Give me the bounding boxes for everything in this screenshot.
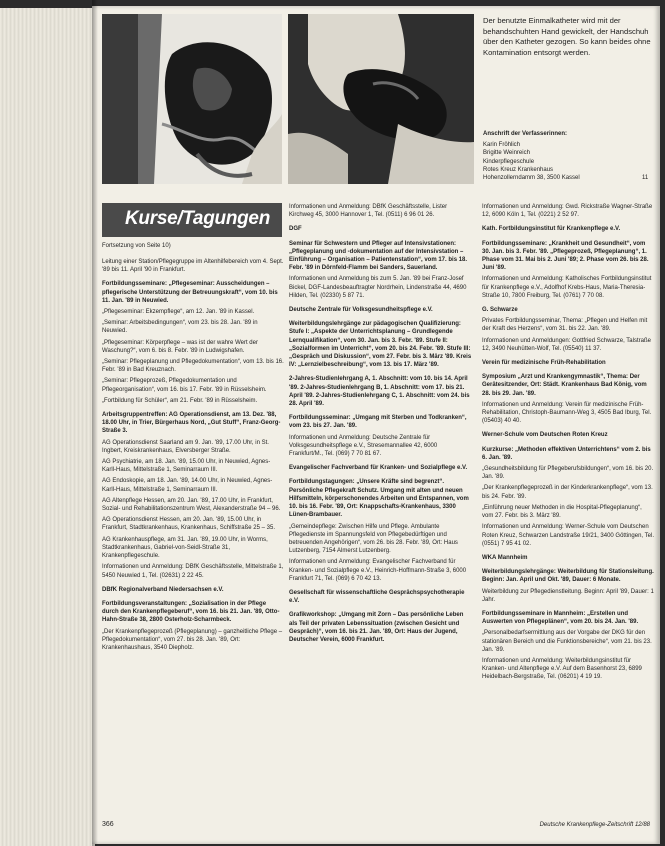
article-paragraph [482, 588, 654, 604]
paragraph-text: Informationen und Anmeldung: Deutsche Zentrale für Volksgesundheitspflege e.V., Stresemannallee 42, 6000 Frankfurt/M., Tel. (069) 7 70 81 67. [289, 434, 438, 458]
paragraph-text: „Der Krankenpflegeprozeß (Pflegeplanung) – ganzheitliche Pflege – Pflegedokumentation“, vom 27. bis 28. Jan. '89, Ort: Krankenhaushaus, 3540 Diepholz. [102, 628, 283, 651]
paragraph-text: Weiterbildung für Stationsleitung. Beginn: Jan. April und Okt. '89, Dauer: 6 Monate. [482, 569, 654, 584]
paragraph-text: Informationen und Anmeldung: DBfK Geschäftsstelle, Mittelstraße 1, 5450 Neuwied 1, Tel. (02631) 2 22 45. [102, 564, 284, 579]
article-paragraph [482, 337, 654, 353]
paragraph-text: „Pflegeseminar: Ausscheidungen – pflegerische Unterstützung der Betreuungskraft“, vom 10. bis 11. Jan. '89 in Neuwied. [102, 281, 278, 304]
article-paragraph [482, 446, 654, 462]
author-line: Hohenzollerndamm 38, 3500 Kassel [483, 175, 580, 182]
article-paragraph [289, 414, 472, 430]
paragraph-text: Informationen und Anmeldung: Evangelischer Fachverband für Kranken- und Sozialpflege e.V., Heinrich-Hoffmann-Straße 3, 6000 Frankfurt 71, Tel. (069) 6 70 42 13. [289, 559, 467, 582]
page-stack-edge [0, 8, 95, 846]
paragraph-text: „Sozialisation in der Pflege durch den Krankenpflegeberuf“, vom 16. bis 21. Jan. '89, Otto-Hahn-Straße 38, 2800 Osterholz-Scharmbeck. [102, 600, 280, 624]
article-paragraph [102, 536, 284, 561]
author-line: Brigitte Weinreich [483, 150, 530, 157]
paragraph-heading: Symposium [482, 374, 517, 381]
article-paragraph [482, 225, 654, 233]
article-paragraph [102, 516, 284, 532]
paragraph-text: vom 10. bis 14. April '89. 2-Jahres-Studienlehrgang B, 1. Abschnitt: vom 17. bis 21. April '89. 2-Jahres-Studienlehrgang C, 1. Abschnitt: vom 24. bis 28. April '89. [289, 376, 470, 408]
paragraph-heading: Deutsche Zentrale für Volksgesundheitspflege e.V. [289, 307, 433, 314]
paragraph-text: Informationen und Anmeldung: Verein für medizinische Früh-Rehabilitation, Christoph-Baumann-Weg 3, 4505 Bad Iburg, Tel. (05403) 40 40. [482, 401, 652, 425]
author-line: Karin Fröhlich [483, 142, 521, 149]
author-line: Rotes Kreuz Krankenhaus [483, 166, 554, 173]
article-paragraph [102, 600, 284, 625]
paragraph-text: Informationen und Anmeldung: Werner-Schule vom Deutschen Roten Kreuz, Schwarzen Landstraße 19/21, 3400 Göttingen, Tel. (0551) 7 95 41 02. [482, 524, 654, 547]
paragraph-text: „Methoden effektiven Unterrichtens“ vom 2. bis 6. Jan. '89. [482, 446, 651, 461]
paragraph-heading: G. Schwarze [482, 307, 518, 314]
article-paragraph [289, 320, 472, 369]
article-paragraph [102, 308, 284, 316]
article-paragraph [482, 554, 654, 562]
paragraph-text: „Gesundheitsbildung für Pflegeberufsbildungen“, vom 16. bis 20. Jan. '89. [482, 466, 654, 481]
article-paragraph [289, 375, 472, 408]
paragraph-text: AG Psychiatrie, am 18. Jan. '89, 15.00 Uhr, in Neuwied, Agnes-Karll-Haus, Mittelstraße 1, Seminarraum III. [102, 459, 271, 474]
paragraph-heading: Grafikworkshop: [289, 612, 337, 619]
paragraph-text: AG Krankenhauspflege, am 31. Jan. '89, 19.00 Uhr, in Worms, Stadtkrankenhaus, Gabriel-von-Seidl-Straße 31, Krankenpflegeschule. [102, 536, 268, 560]
paragraph-heading: DBfK Regionalverband Niedersachsen e.V. [102, 586, 224, 593]
article-paragraph [102, 411, 284, 436]
paragraph-text: „Der Krankenpflegeprozeß in der Kinderkrankenpflege“, vom 13. bis 24. Febr. '89. [482, 485, 653, 500]
article-paragraph [102, 358, 284, 374]
article-paragraph [289, 523, 472, 556]
article-paragraph [289, 306, 472, 314]
article-paragraph [102, 628, 284, 653]
paragraph-text: Informationen und Anmeldungen: Gottfried Schwarze, Talstraße 12, 3490 Neuhütten-Wolf, Tel. (05540) 11 37. [482, 337, 651, 352]
paragraph-heading: Arbeitsgruppentreffen: [102, 412, 168, 419]
article-paragraph [289, 434, 472, 459]
article-paragraph [102, 258, 284, 274]
article-paragraph [289, 203, 472, 219]
paragraph-heading: Fortbildungstagungen: [289, 479, 355, 486]
text-column-1 [102, 258, 284, 813]
author-address-block [483, 130, 651, 182]
paragraph-heading: 2-Jahres-Studienlehrgang A, 1. Abschnitt: [289, 376, 409, 383]
paragraph-heading: Fortbildungsveranstaltungen: [102, 600, 188, 607]
paragraph-heading: Weiterbildungslehrgänge zur pädagogischen Qualifizierung: [289, 321, 461, 328]
paragraph-text: Informationen und Anmeldung bis zum 5. Jan. '89 bei Franz-Josef Bickel, DGF-Landesbeauftragter Nordrhein, Lindenstraße 44, 4690 Hilden, Tel. (02330) 5 87 71. [289, 276, 467, 299]
article-paragraph [482, 657, 654, 682]
paragraph-text: Leitung einer Station/Pflegegruppe im Altenhilfebereich vom 4. Sept. '89 bis 11. April '90 in Frankfurt. [102, 259, 284, 274]
article-paragraph [482, 359, 654, 367]
paragraph-text: „Seminar: Arbeitsbedingungen“, vom 23. bis 28. Jan. '89 in Neuwied. [102, 320, 258, 335]
paragraph-text: Informationen und Anmeldung: Gwd. Rickstraße Wagner-Straße 12, 6090 Köln 1, Tel. (0221) 2 52 97. [482, 204, 653, 219]
paragraph-text: „Pflegeplanung und -dokumentation auf der Intensivstation – Einführung – Organisation – Patientenstation“, vom 17. bis 18. Febr. '89 in Dörnfeld-Flamm bei Sanders, Sauerland. [289, 248, 468, 272]
article-paragraph [482, 317, 654, 333]
paragraph-text: AG Operationsdienst Hessen, am 20. Jan. '89, 15.00 Uhr, in Frankfurt, Stadtkrankenhaus, Krankenhaus, Schiffstraße 25 – 35. [102, 517, 275, 532]
article-paragraph [102, 439, 284, 455]
paragraph-heading: Seminar für Schwestern und Pfleger auf Intensivstationen: [289, 240, 457, 247]
paragraph-text: Stufe I: „Aspekte der Unterrichtsplanung – Grundlegende Lernqualifikation“, vom 30. Jan. bis 3. Febr. '89. Stufe II: „Sozialformen im Unterricht“, vom 20. bis 24. Febr. '89. Stufe III: „Gespräch und Diskussion“, vom 27. Febr. bis 3. März '89. Kreis IV: „Lernzielbeschreibung“, vom 13. bis 17. März '89. [289, 329, 472, 369]
paragraph-heading: Fortbildungsseminare: [102, 281, 168, 288]
paragraph-text: „Personalbedarfsermittlung aus der Vorgabe der DKG für den stationären Bereich und die Funktionsbereiche“, vom 21. bis 23. Jan. '89. [482, 630, 652, 653]
paragraph-text: Informationen und Anmeldung: DBfK Geschäftsstelle, Lister Kirchweg 45, 3000 Hannover 1, Tel. (0511) 6 96 01 26. [289, 204, 448, 219]
top-page-marker: 11 [642, 175, 649, 181]
paragraph-heading: Fortbildungsseminar: [289, 415, 351, 422]
paragraph-text: „Gemeindepflege: Zwischen Hilfe und Pflege. Ambulante Pflegedienste im Spannungsfeld von Pflegebedürftigen und betreuenden Angehörigen“, vom 26. bis 28. Febr. '89, Ort: Haus Lutzenberg, 7154 Almerst Lutzenberg. [289, 523, 458, 555]
paragraph-text: „Fortbildung für Schüler“, am 21. Febr. '89 in Rüsselsheim. [102, 397, 258, 404]
paragraph-heading: DGF [289, 226, 302, 233]
article-paragraph [482, 484, 654, 500]
author-line: Kinderpflegeschule [483, 158, 535, 165]
article-paragraph [289, 589, 472, 605]
paragraph-text: AG Operationsdienst, am 13. Dez. '88, 18.00 Uhr, in Trier, Bürgerhaus Nord, „Gut Stuff“, Franz-Georg-Straße 3. [102, 412, 281, 435]
article-paragraph [102, 339, 284, 355]
paragraph-heading: WKA Mannheim [482, 554, 528, 561]
paragraph-text: AG Endoskopie, am 18. Jan. '89, 14.00 Uhr, in Neuwied, Agnes-Karll-Haus, Mittelstraße 1, Seminarraum III. [102, 478, 273, 493]
paragraph-heading: Werner-Schule vom Deutschen Roten Kreuz [482, 432, 608, 439]
paragraph-heading: Fortbildungsseminare: [482, 240, 548, 247]
paragraph-text: „Krankheit und Gesundheit“, vom 30. Jan. bis 3. Febr. '89. „Pflegeprozeß, Pflegeplanung“, 1. Phase vom 31. Mai bis 2. Juni '89; 2. Phase vom 26. bis 28. Juni '89. [482, 240, 649, 272]
text-column-3 [482, 203, 654, 823]
article-paragraph [482, 275, 654, 300]
paragraph-text: „Seminar: Pflegeplanung und Pflegedokumentation“, vom 13. bis 16. Febr. '89 in Bad Kreuznach. [102, 359, 284, 374]
article-paragraph [482, 373, 654, 398]
article-paragraph [102, 377, 284, 393]
photo-gloved-hand-catheter [102, 14, 282, 184]
author-address-heading: Anschrift der Verfasserinnen: [483, 131, 568, 137]
page-number: 366 [102, 821, 114, 828]
paragraph-text: AG Operationsdienst Saarland am 9. Jan. '89, 17.00 Uhr, in St. Ingbert, Kreiskrankenhaus, Elversberger Straße. [102, 439, 269, 454]
paragraph-text: „Seminar: Pflegeprozeß, Pflegedokumentation und Pflegeorganisation“, vom 16. bis 17. Febr. '89 in Rüsselsheim. [102, 378, 267, 393]
article-paragraph [102, 458, 284, 474]
article-paragraph [482, 203, 654, 219]
article-paragraph [102, 586, 284, 594]
article-paragraph [482, 431, 654, 439]
article-paragraph [102, 397, 284, 405]
paragraph-heading: Kurzkurse: [482, 446, 514, 453]
paragraph-text: „Umgang mit Zorn – Das persönliche Leben als Teil der privaten Lebenssituation (zwischen Gesicht und Gespräch)“, vom 16. bis 21. Jan. '89, Ort: Haus der Jugend, Deutscher Verein, 6000 Frankfurt. [289, 612, 464, 643]
paragraph-text: in Mannheim: „Erstellen und Auswerten von Pflegeplänen“, vom 20. bis 24. Jan. '89. [482, 610, 639, 626]
binding-shadow [92, 0, 98, 846]
article-paragraph [482, 240, 654, 273]
paragraph-text: Informationen und Anmeldung: Weiterbildungsinstitut für Kranken- und Altenpflege e.V. Auf dem Basenhorst 23, 6899 Heidelbach-Bergstraße, Tel. (06201) 4 19 19. [482, 657, 642, 681]
article-paragraph [102, 497, 284, 513]
article-paragraph [289, 478, 472, 519]
section-header-box [102, 203, 282, 237]
article-paragraph [102, 477, 284, 493]
paragraph-heading: Weiterbildungslehrgänge: [482, 569, 556, 576]
article-paragraph [482, 504, 654, 520]
paragraph-text: „Umgang mit Sterben und Todkranken“, vom 23. bis 27. Jan. '89. [289, 415, 467, 430]
paragraph-text: „Pflegeseminar: Körperpflege – was ist der wahre Wert der Waschung?“, vom 6. bis 8. Febr. '89 in Ludwigshafen. [102, 339, 258, 354]
article-paragraph [482, 523, 654, 548]
article-paragraph [482, 568, 654, 584]
paragraph-text: Privates Fortbildungsseminar, Thema: „Pflegen und Helfen mit der Kraft des Herzens“, vom 31. bis 22. Jan. '89. [482, 318, 648, 333]
article-paragraph [102, 280, 284, 305]
paragraph-text: AG Altenpflege Hessen, am 20. Jan. '89, 17.00 Uhr, in Frankfurt, Sozial- und Rehabilitationszentrum West, Alexanderstraße 94 – 96. [102, 497, 281, 513]
paragraph-text: „Einführung neuer Methoden in die Hospital-Pflegeplanung“, vom 27. Febr. bis 3. März '89. [482, 504, 642, 520]
article-paragraph [289, 558, 472, 583]
paragraph-heading: Gesellschaft für wissenschaftliche Gesprächspsychotherapie e.V. [289, 589, 465, 605]
paragraph-heading: Fortbildungsseminare [482, 610, 546, 617]
paragraph-text: „Pflegeseminar: Ekzempflege“, am 12. Jan. '89 in Kassel. [102, 309, 255, 316]
article-paragraph [482, 610, 654, 626]
photo-caption: Der benutzte Einmalkatheter wird mit der behandschuhten Hand gewickelt, der Handschuh über den Katheter gezogen. So kann beides ohne Kontamination entsorgt werden. [483, 16, 651, 57]
section-subtitle: Fortsetzung von Seite 10) [102, 243, 171, 249]
text-column-2 [289, 203, 472, 803]
article-paragraph [482, 629, 654, 654]
paragraph-heading: Evangelischer Fachverband für Kranken- und Sozialpflege e.V. [289, 465, 468, 472]
paragraph-text: Informationen und Anmeldung: Katholisches Fortbildungsinstitut für Krankenpflege e.V., Adolfhof Krebs-Haus, Maria-Theresia-Straße 10, 7800 Freiburg, Tel. (0761) 7 70 08. [482, 276, 652, 299]
article-paragraph [289, 464, 472, 472]
article-paragraph [482, 401, 654, 426]
paragraph-text: „Unsere Kräfte sind begrenzt“. Persönliche Pflegekraft Schutz. Umgang mit alten und neuen Hilfsmitteln, körperschonendes Arbeiten und Entspannen, vom 10. bis 16. Febr. '89, Ort: Knappschafts-Krankenhaus, 3300 Lünen-Brambauer. [289, 479, 469, 519]
paragraph-text: Weiterbildung zur Pflegedienstleitung. Beginn: April '89, Dauer: 1 Jahr. [482, 588, 654, 603]
article-paragraph [289, 275, 472, 300]
article-paragraph [482, 306, 654, 314]
article-paragraph [289, 225, 472, 233]
photo-glove-over-catheter [288, 14, 474, 184]
paragraph-heading: Kath. Fortbildungsinstitut für Krankenpflege e.V. [482, 226, 621, 233]
paragraph-heading: Verein für medizinische Früh-Rehabilitation [482, 360, 606, 367]
paragraph-text: „Arzt und Krankengymnastik“, Thema: Der Gerätesitzender, Ort: Städt. Krankenhaus Bad König, vom 28. bis 29. Jan. '89. [482, 374, 647, 397]
journal-footer: Deutsche Krankenpflege-Zeitschrift 12/88 [539, 822, 650, 828]
article-paragraph [102, 563, 284, 579]
magazine-page [92, 6, 660, 844]
article-paragraph [289, 611, 472, 644]
article-paragraph [289, 240, 472, 273]
section-title: Kurse/Tagungen [125, 208, 270, 229]
article-paragraph [482, 465, 654, 481]
article-paragraph [102, 319, 284, 335]
